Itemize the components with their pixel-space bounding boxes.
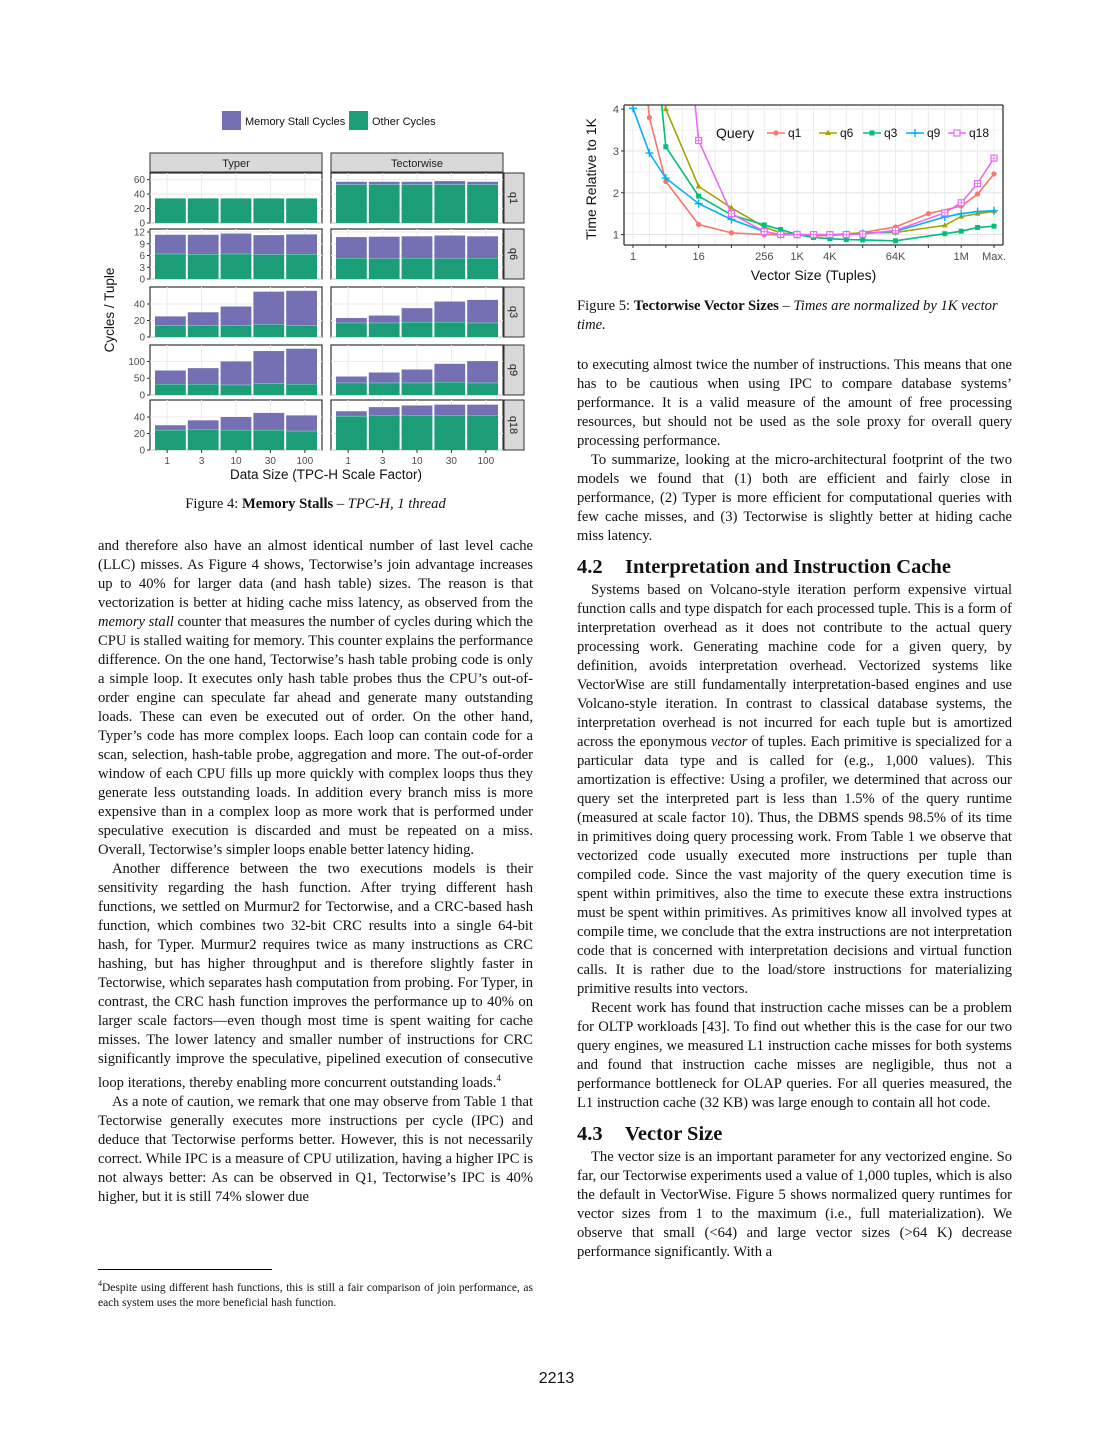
legend-swatch-memory-stall [222, 111, 241, 130]
bar-memory-stall [467, 236, 498, 258]
y-tick-label: 1 [612, 229, 619, 242]
bar-memory-stall [188, 368, 219, 384]
bar-other-cycles [155, 325, 186, 337]
bar-memory-stall [286, 349, 317, 385]
bar-other-cycles [369, 323, 400, 337]
figure-4-caption-label: Figure 4: [185, 496, 239, 512]
bar-memory-stall [467, 361, 498, 383]
bar-memory-stall [155, 316, 186, 325]
figure-4-caption: Figure 4: Memory Stalls – TPC-H, 1 thread [185, 496, 446, 512]
bar-memory-stall [221, 234, 252, 254]
paragraph: Another difference between the two executions models is their sensitivity regarding the hash function. After trying different hash functions, we settled on Murmur2 for Tectorwise, and a CRC-based hash function, which combines two 32-bit CRC results into a single 64-bit hash, for Typer. Murmur2 requires twice as many instructions as CRC hashing, but has higher throughput and is therefore slightly faster in Tectorwise, which separates hash computation from probing. For Typer, in contrast, the CRC hash function improves the performance up to 40% on larger scale factors—even though most time is spent waiting for cache misses. The lower latency and smaller number of instructions for CRC significantly improve the speculative, pipelined execution of consecutive loop iterations, thereby enabling more concurrent outstanding loads.$^4$ [98, 861, 533, 1091]
bar-memory-stall [467, 405, 498, 416]
x-tick-label: 100 [296, 456, 314, 467]
figure-4-caption-subtitle: TPC-H, 1 thread [347, 496, 446, 512]
bar-memory-stall [155, 235, 186, 254]
x-tick-label: 256 [755, 251, 774, 263]
bar-other-cycles [286, 198, 317, 223]
bar-memory-stall [286, 415, 317, 431]
x-tick-label: 30 [445, 456, 457, 467]
x-tick-label: 100 [477, 456, 495, 467]
bar-memory-stall [402, 236, 433, 258]
bar-other-cycles [402, 322, 433, 337]
bar-other-cycles [286, 384, 317, 395]
figure-5-chart [577, 100, 1012, 290]
x-axis-label: Vector Size (Tuples) [750, 267, 877, 283]
bar-memory-stall [467, 300, 498, 323]
legend-label: q9 [927, 126, 941, 140]
paragraph: The vector size is an important parameter for any vectorized engine. So far, our Tectorwise experiments used a value of 1,000 tuples, which is also the default in VectorWise. Figure 5 shows normalized query runtimes for vector sizes from 1 to the maximum (i.e., full materialization). We observe that small (<64) and large vector sizes (>64 K) decrease performance significantly. With a [577, 1149, 1012, 1260]
legend-label: q6 [840, 126, 854, 140]
panel-q9-typer [128, 345, 322, 402]
bar-other-cycles [221, 385, 252, 395]
paragraph: to executing almost twice the number of instructions. This means that one has to be cautious when using IPC to compare database systems’ performance. It is a valid measure of the amount of free processing resources, but should not be used as the sole proxy for overall query processing performance. [577, 357, 1012, 449]
x-tick-label: 1 [345, 456, 351, 467]
bar-other-cycles [336, 383, 367, 395]
figure-5-caption-label: Figure 5: [577, 298, 631, 314]
bar-other-cycles [369, 185, 400, 223]
bar-other-cycles [221, 198, 252, 223]
bar-memory-stall [402, 369, 433, 382]
bar-other-cycles [188, 325, 219, 337]
svg-text:40: 40 [133, 299, 145, 311]
footnote-reference[interactable]: 4 [496, 1073, 501, 1083]
legend [222, 111, 436, 130]
bar-memory-stall [434, 364, 465, 382]
figure-4-chart [98, 105, 533, 490]
legend-label: q3 [884, 126, 898, 140]
legend-label: q18 [969, 126, 990, 140]
bar-memory-stall [155, 370, 186, 384]
figure-5-caption-subtitle: Times are normalized by 1K vector time. [577, 298, 998, 333]
legend-label: Memory Stall Cycles [245, 116, 346, 128]
legend-label: q1 [788, 126, 802, 140]
bar-memory-stall [253, 292, 284, 325]
bar-other-cycles [434, 185, 465, 223]
x-tick-label: 1 [629, 251, 637, 263]
bar-memory-stall [253, 413, 284, 430]
svg-text:Tectorwise: Tectorwise [391, 158, 443, 170]
bar-memory-stall [369, 373, 400, 383]
bar-other-cycles [467, 383, 498, 395]
panel-q1-typer [134, 173, 322, 230]
bar-memory-stall [434, 181, 465, 185]
svg-text:q6: q6 [507, 247, 519, 261]
paragraph: Systems based on Volcano-style iteration perform expensive virtual function calls and type dispatch for each processed tuple. This is a form of interpretation overhead as it does not contribute to the actual query processing work. Generating machine code for a given query, by definition, avoids interpretation overhead. Vectorized systems like VectorWise are still fundamentally interpretation-based engines and use Volcano-style iteration. In contrast to classical database systems, the interpretation overhead is not incurred for each tuple but is amortized across the eponymous vector of tuples. Each primitive is specialized for a particular data type and is called for (e.g., 1,000 values). This amortization is effective: Using a profiler, we determined that across our query set the interpreted part is less than 1.5% of the query runtime (measured at scale factor 10). Thus, the DBMS spends 98.5% of its time in primitives doing query processing work. From Table 1 we observe that vectorized code usually executed more instructions per tuple than compiled code. Since the vast majority of the query execution time is spent within primitives, also the time to execute these extra instructions must be spent within primitives. As primitives know all involved types at compile time, we conclude that the extra instructions are not interpretation code that is concerned with interpretation decisions and virtual function calls. It is rather due to the load/store instructions for materializing primitive results into vectors. [577, 582, 1012, 997]
bar-other-cycles [286, 254, 317, 279]
y-tick-label: 3 [612, 145, 619, 158]
bar-memory-stall [155, 425, 186, 430]
svg-text:20: 20 [133, 204, 145, 216]
bar-memory-stall [434, 302, 465, 323]
legend-label: Other Cycles [372, 116, 436, 128]
y-axis-label: Cycles / Tuple [102, 267, 117, 353]
bar-other-cycles [402, 415, 433, 450]
bar-other-cycles [155, 384, 186, 395]
bar-memory-stall [402, 182, 433, 185]
bar-memory-stall [402, 308, 433, 322]
bar-other-cycles [467, 415, 498, 450]
svg-text:q9: q9 [507, 363, 519, 377]
svg-text:0: 0 [139, 218, 145, 230]
paragraph: To summarize, looking at the micro-architectural footprint of the two models we found that (1) both are efficient and fairly close in performance, (2) Typer is more efficient for computational queries with few cache misses, and (3) Tectorwise is slightly better at hiding cache miss latency. [577, 452, 1012, 544]
bar-other-cycles [188, 254, 219, 279]
svg-text:20: 20 [133, 429, 145, 441]
bar-other-cycles [434, 415, 465, 450]
bar-memory-stall [286, 291, 317, 326]
bar-other-cycles [253, 255, 284, 279]
bar-memory-stall [336, 182, 367, 185]
bar-memory-stall [221, 417, 252, 430]
bar-memory-stall [369, 316, 400, 323]
bar-other-cycles [286, 431, 317, 450]
bar-other-cycles [434, 259, 465, 279]
svg-text:Typer: Typer [222, 158, 250, 170]
bar-other-cycles [402, 258, 433, 279]
x-tick-label: 4K [823, 251, 837, 263]
x-axis-label: Data Size (TPC-H Scale Factor) [229, 467, 423, 482]
bar-other-cycles [188, 198, 219, 223]
bar-memory-stall [467, 182, 498, 185]
x-tick-label: 10 [230, 456, 242, 467]
bar-memory-stall [369, 237, 400, 259]
bar-memory-stall [221, 361, 252, 385]
bar-memory-stall [336, 318, 367, 323]
bar-other-cycles [336, 416, 367, 450]
bar-other-cycles [402, 185, 433, 223]
svg-text:0: 0 [139, 332, 145, 344]
panel-q18-typer [134, 400, 322, 457]
bar-other-cycles [188, 384, 219, 395]
x-tick-label: 1M [953, 251, 969, 263]
svg-text:9: 9 [139, 239, 145, 251]
panel-q18-tectorwise [331, 400, 503, 450]
bar-other-cycles [155, 254, 186, 279]
x-tick-label: Max. [982, 251, 1006, 263]
legend-title: Query [716, 125, 755, 141]
panel-q3-typer [134, 287, 322, 344]
bar-other-cycles [467, 323, 498, 337]
panel-q6-tectorwise [331, 229, 503, 279]
panel-q6-typer [134, 228, 322, 286]
bar-other-cycles [369, 259, 400, 279]
svg-text:60: 60 [133, 175, 145, 187]
panel-q9-tectorwise [331, 345, 503, 395]
svg-text:0: 0 [139, 445, 145, 457]
svg-text:0: 0 [139, 274, 145, 286]
bar-other-cycles [467, 185, 498, 223]
page-number: 2213 [538, 1370, 575, 1387]
legend-swatch-other [349, 111, 368, 130]
bar-memory-stall [221, 306, 252, 325]
bar-other-cycles [369, 415, 400, 450]
bar-other-cycles [155, 198, 186, 223]
x-tick-label: 16 [692, 251, 705, 263]
svg-text:50: 50 [133, 373, 145, 385]
svg-text:q18: q18 [507, 415, 519, 435]
right-column [577, 356, 1012, 1262]
x-tick-label: 1K [790, 251, 804, 263]
bar-other-cycles [336, 323, 367, 337]
bar-memory-stall [434, 236, 465, 259]
bar-other-cycles [434, 322, 465, 337]
bar-memory-stall [369, 407, 400, 415]
bar-other-cycles [434, 382, 465, 395]
bar-other-cycles [221, 254, 252, 279]
svg-text:100: 100 [128, 356, 145, 368]
figure-4 [98, 105, 533, 490]
bar-memory-stall [336, 237, 367, 258]
bar-memory-stall [286, 234, 317, 254]
bar-other-cycles [286, 325, 317, 337]
paragraph: As a note of caution, we remark that one may observe from Table 1 that Tectorwise generally executes more instructions per cycle (IPC) and deduce that Tectorwise performs better. However, this is not necessarily correct. While IPC is a measure of CPU utilization, having a higher IPC is not always better: As can be observed in Q1, Tectorwise’s IPC is 40% higher, but it is still 74% slower due [98, 1093, 533, 1205]
bar-other-cycles [253, 198, 284, 223]
bar-memory-stall [188, 420, 219, 429]
x-tick-label: 3 [379, 456, 386, 467]
emphasis: memory stall [98, 614, 174, 630]
svg-text:40: 40 [133, 412, 145, 424]
figure-5-caption: Figure 5: Tectorwise Vector Sizes – Times are normalized by 1K vector time. [577, 298, 998, 333]
x-tick-label: 30 [264, 456, 276, 467]
x-tick-label: 1 [164, 456, 170, 467]
footnote: $^4$Despite using different hash functions, this is still a fair comparison of join performance, as each system uses the more beneficial hash function. [98, 1279, 533, 1309]
svg-text:12: 12 [133, 227, 145, 239]
bar-other-cycles [253, 430, 284, 450]
panel-q3-tectorwise [331, 287, 503, 337]
bar-memory-stall [402, 405, 433, 415]
footnote-mark: 4 [98, 1279, 102, 1288]
svg-text:q1: q1 [507, 191, 519, 205]
svg-text:q3: q3 [507, 305, 519, 319]
figure-4-caption-title: Memory Stalls [242, 496, 334, 512]
section-heading-4-2: 4.2 Interpretation and Instruction Cache [577, 556, 951, 578]
left-column [98, 537, 533, 1207]
bar-other-cycles [221, 325, 252, 337]
bar-other-cycles [402, 383, 433, 395]
y-axis-label: Time Relative to 1K [583, 118, 599, 240]
svg-text:20: 20 [133, 316, 145, 328]
bar-other-cycles [369, 383, 400, 395]
bar-memory-stall [188, 312, 219, 325]
paragraph: Recent work has found that instruction cache misses can be a problem for OLTP workloads [43]. To find out whether this is the case for our two query engines, we measured L1 instruction cache misses for both systems and found that instruction cache misses are negligible, thus not a performance bottleneck for OLAP queries. For all queries measured, the L1 instruction cache (32 KB) was large enough to contain all hot code. [577, 1000, 1012, 1111]
footnote-rule [98, 1269, 272, 1270]
svg-text:0: 0 [139, 390, 145, 402]
bar-other-cycles [336, 185, 367, 223]
bar-memory-stall [188, 235, 219, 255]
x-tick-label: 10 [411, 456, 423, 467]
figure-5 [577, 100, 1012, 290]
paragraph: and therefore also have an almost identical number of last level cache (LLC) misses. As Figure 4 shows, Tectorwise’s join advantage increases up to 40% for larger data (and hash table) sizes. The reason is that vectorization is better at hiding cache miss latency, as observed from the memory stall counter that measures the number of cycles during which the CPU is stalled waiting for memory. This counter explains the performance difference. On the one hand, Tectorwise’s hash table probing code is only a simple loop. It executes only hash table probes thus the CPU’s out-of-order engine can speculate far ahead and generate many outstanding loads. These can even be executed out of order. On the other hand, Typer’s code has more complex loops. Each loop can contain code for a scan, selection, hash-table probe, aggregation and more. The out-of-order window of each CPU fills up more quickly with complex loops thus they generate less outstanding loads. In addition every branch miss is more expensive than in a complex loop as more work that is performed under speculative execution is discarded and must be repeated on a miss. Overall, Tectorwise’s simpler loops enable better latency hiding. [98, 538, 533, 858]
x-tick-label: 64K [885, 251, 906, 263]
svg-text:3: 3 [139, 262, 145, 274]
y-tick-label: 2 [612, 187, 619, 200]
bar-memory-stall [369, 182, 400, 185]
svg-text:40: 40 [133, 189, 145, 201]
svg-text:6: 6 [139, 251, 145, 262]
bar-memory-stall [336, 377, 367, 383]
bar-memory-stall [434, 405, 465, 416]
panel-q1-tectorwise [331, 173, 503, 223]
bar-other-cycles [188, 429, 219, 450]
y-tick-label: 4 [612, 104, 619, 117]
bar-other-cycles [221, 430, 252, 450]
bar-memory-stall [253, 235, 284, 255]
bar-other-cycles [467, 258, 498, 279]
bar-memory-stall [336, 411, 367, 416]
x-tick-label: 3 [198, 456, 205, 467]
section-heading-4-3: 4.3 Vector Size [577, 1123, 723, 1145]
bar-other-cycles [253, 384, 284, 395]
bar-other-cycles [253, 325, 284, 337]
bar-other-cycles [336, 258, 367, 279]
emphasis: vector [711, 734, 748, 750]
figure-5-caption-title: Tectorwise Vector Sizes [633, 298, 779, 314]
bar-memory-stall [253, 351, 284, 384]
bar-other-cycles [155, 430, 186, 450]
